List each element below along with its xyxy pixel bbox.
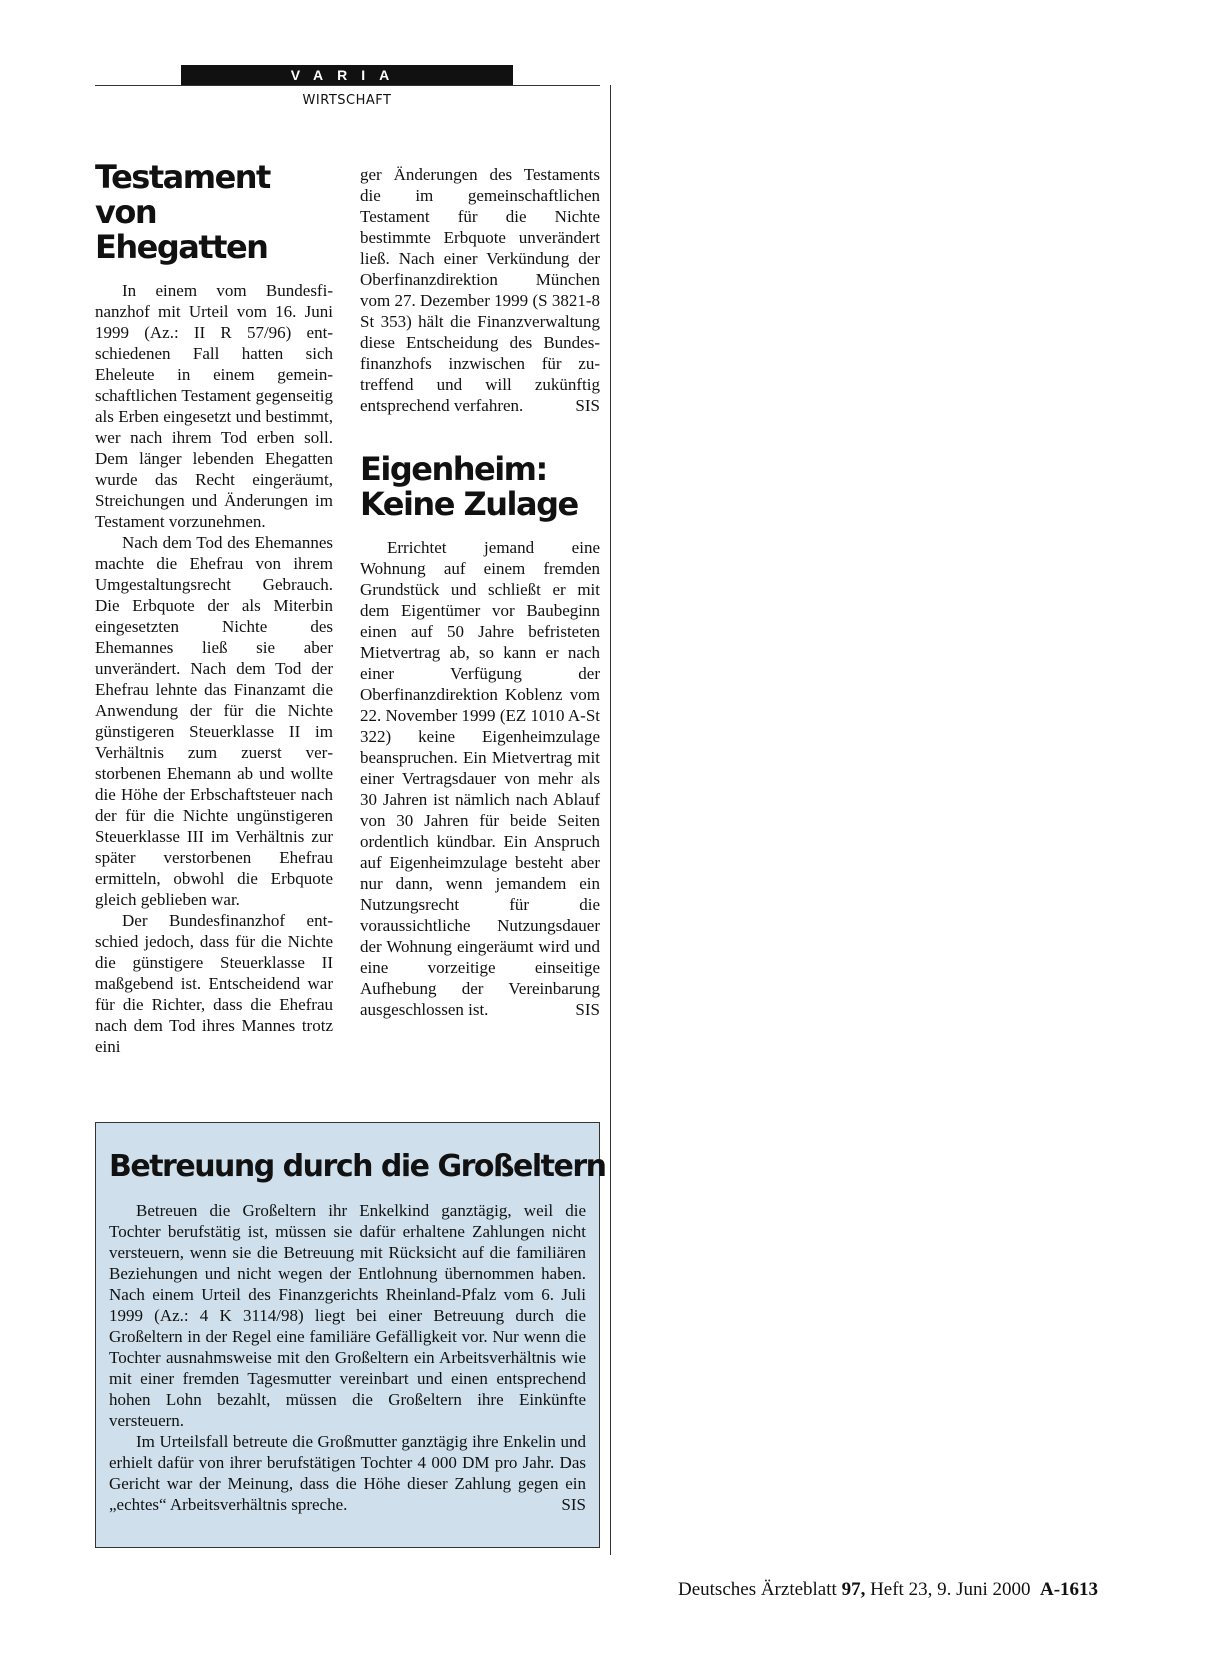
article1-signature: SIS — [575, 396, 600, 415]
article1-title: Testament von Ehegatten — [95, 158, 270, 266]
box-paragraph-1: Betreuen die Großeltern ihr Enkelkind ganztägig, weil die Tochter berufstätig ist, müssen sie dafür erhaltene Zahlungen nicht versteuern, wenn sie die Betreuung mit Rücksicht auf die familiären Beziehungen und nicht wegen der Entlohnung übernommen haben. Nach einem Urteil des Finanzgerichts Rheinland-Pfalz vom 6. Juli 1999 (Az.: 4 K 3114/98) liegt bei einer Betreuung durch die Großeltern in der Regel eine familiäre Gefälligkeit vor. Nur wenn die Tochter ausnahmsweise mit den Großeltern ein Arbeitsverhältnis wie mit einer fremden Tagesmutter vereinbart und einen entsprechend hohen Lohn bezahlt, müssen die Großeltern ihre Einkünfte versteuern. — [109, 1201, 586, 1430]
article2-signature: SIS — [575, 1000, 600, 1019]
column-right — [360, 164, 600, 1020]
article1-continuation: ger Änderungen des Testaments die im gemeinschaftlichen Testament für die Nichte bestimmte Erbquote unverändert ließ. Nach einer Verkündung der Oberfinanzdirektion München vom 27. Dezember 1999 (S 3821-8 St 353) hält die Finanzverwaltung diese Entscheidung des Bundesfinanzhofs inzwischen für zutreffend und will zukünftig entsprechend verfahren. SIS — [360, 165, 600, 415]
article2-title: Eigenheim: Keine Zulage — [360, 450, 578, 523]
box-signature: SIS — [561, 1495, 586, 1514]
section-label-bar: VARIA — [181, 65, 513, 85]
subsection-label: WIRTSCHAFT — [302, 93, 392, 108]
article2-paragraph-1: Errichtet jemand eine Wohnung auf einem fremden Grundstück und schließt er mit dem Eigentümer vor Baubeginn einen auf 50 Jahre befristeten Mietvertrag ab, so kann er nach einer Verfügung der Oberfinanzdirektion Koblenz vom 22. November 1999 (EZ 1010 A-St 322) keine Eigenheimzulage beanspruchen. Ein Mietvertrag mit einer Vertragsdauer von mehr als 30 Jahren ist nämlich nach Ablauf von 30 Jahren für beide Seiten ordentlich kündbar. Ein Anspruch auf Eigenheimzulage besteht aber nur dann, wenn jemandem ein Nutzungsrecht für die voraussichtliche Nutzungsdauer der Wohnung eingeräumt wird und eine vorzeitige einseitige Aufhebung der Vereinbarung ausgeschlossen ist. SIS — [360, 538, 600, 1019]
page-footer — [678, 1579, 1098, 1601]
header-rule — [95, 85, 600, 86]
article1-paragraph-2: Nach dem Tod des Ehemannes machte die Ehefrau von ihrem Umgestaltungsrecht Gebrauch. Die Erbquote der als Miterbin eingesetzten Nichte des Ehemannes ließ sie aber unverändert. Nach dem Tod der Ehefrau lehnte das Finanzamt die Anwendung der für die Nichte günstigeren Steuerklasse II im Verhältnis zum zuerst verstorbenen Ehemann ab und wollte die Höhe der Erbschaftsteuer nach der für die Nichte ungünstigeren Steuerklasse III im Verhältnis zur später verstorbenen Ehefrau ermitteln, obwohl die Erbquote gleich geblieben war. — [95, 533, 333, 909]
column-left — [95, 160, 333, 1057]
box-paragraph-2: Im Urteilsfall betreute die Großmutter ganztägig ihre Enkelin und erhielt dafür von ihrer berufstätigen Tochter 4 000 DM pro Jahr. Das Gericht war der Meinung, dass die Höhe dieser Zahlung gegen ein „echtes“ Arbeitsverhältnis spreche. SIS — [109, 1432, 586, 1514]
journal-volume: 97, — [841, 1579, 866, 1600]
box-body — [109, 1200, 586, 1515]
box-title: Betreuung durch die Großeltern — [109, 1149, 606, 1184]
issue-date: Heft 23, 9. Juni 2000 — [870, 1579, 1031, 1600]
journal-name: Deutsches Ärzteblatt — [678, 1579, 837, 1600]
article1-paragraph-3: Der Bundesfinanzhof entschied jedoch, dass für die Nichte die günstigere Steuerklasse II maßgebend ist. Entscheidend war für die Richter, dass die Ehefrau nach dem Tod ihres Mannes trotz eini — [95, 911, 333, 1056]
article1-paragraph-1: In einem vom Bundesfinanzhof mit Urteil vom 16. Juni 1999 (Az.: II R 57/96) entschiedenen Fall hatten sich Eheleute in einem gemeinschaftlichen Testament gegenseitig als Erben eingesetzt und bestimmt, wer nach ihrem Tod erben soll. Dem länger lebenden Ehegatten wurde das Recht eingeräumt, Streichungen und Änderungen im Testament vorzunehmen. — [95, 281, 333, 531]
info-box — [95, 1122, 606, 1548]
page-number: A-1613 — [1040, 1579, 1099, 1600]
column-rule — [610, 85, 611, 1555]
